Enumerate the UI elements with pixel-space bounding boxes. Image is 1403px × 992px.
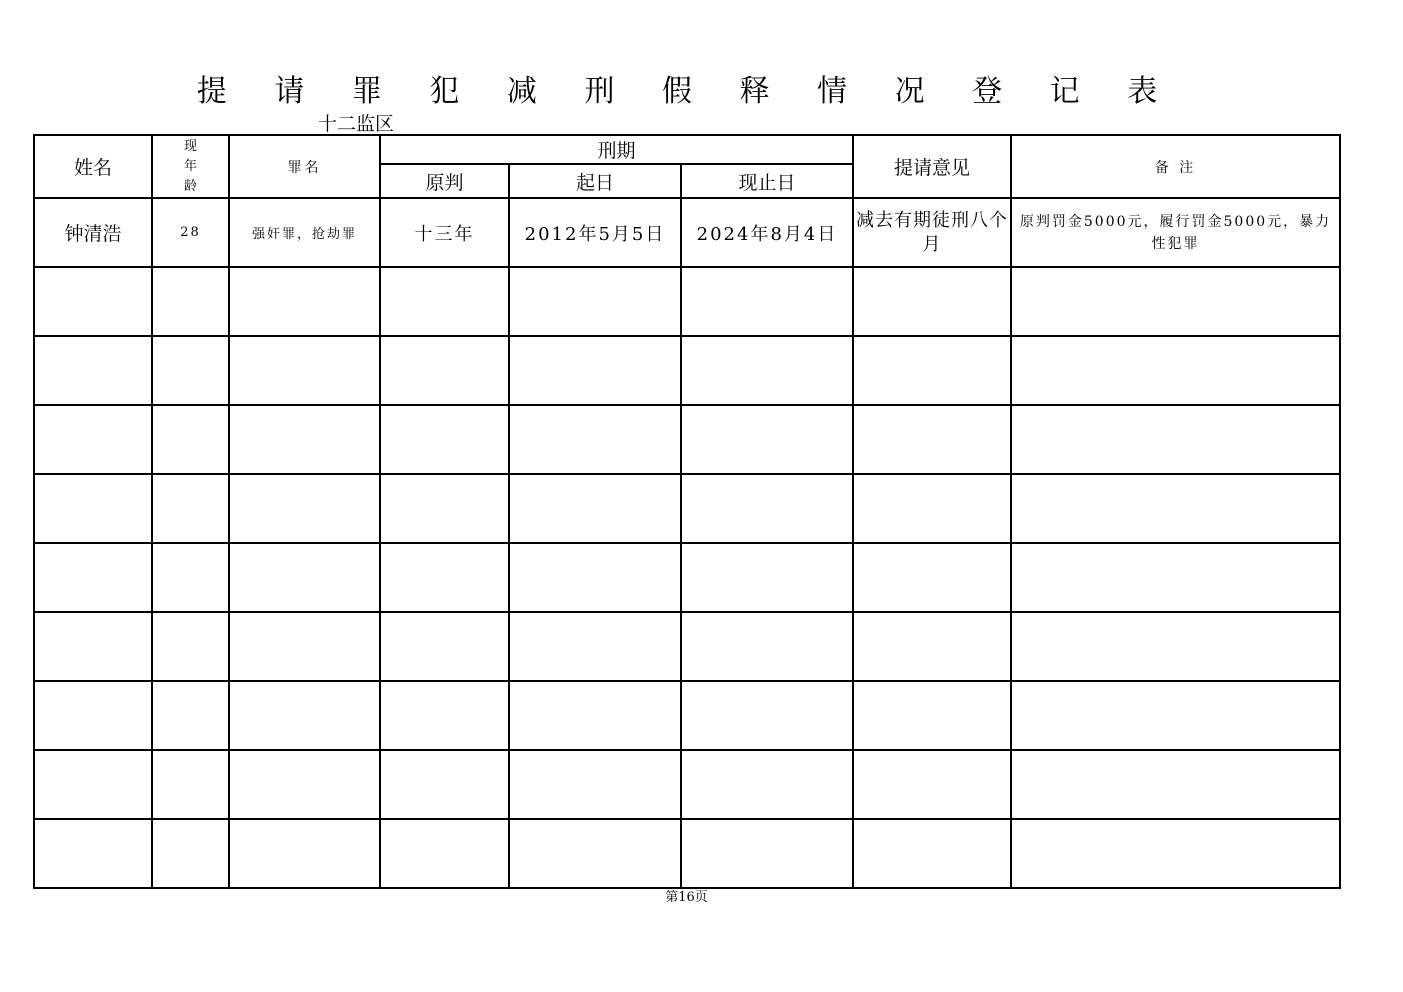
district-label: 十二监区: [318, 113, 395, 135]
header-start: 起日: [509, 164, 681, 198]
empty-cell: [853, 543, 1011, 612]
empty-cell: [853, 750, 1011, 819]
empty-cell: [229, 750, 380, 819]
empty-cell: [509, 612, 681, 681]
empty-cell: [1011, 750, 1340, 819]
empty-cell: [1011, 681, 1340, 750]
empty-cell: [34, 819, 152, 888]
table-row-empty: [34, 405, 1340, 474]
empty-cell: [229, 543, 380, 612]
empty-cell: [152, 819, 229, 888]
empty-cell: [380, 405, 509, 474]
empty-cell: [152, 474, 229, 543]
cell-age: 28: [152, 198, 229, 267]
table-row-empty: [34, 267, 1340, 336]
empty-cell: [152, 750, 229, 819]
empty-cell: [229, 336, 380, 405]
empty-cell: [34, 336, 152, 405]
cell-current-end: 2024年8月4日: [681, 198, 853, 267]
empty-cell: [681, 612, 853, 681]
header-crime: 罪名: [229, 135, 380, 198]
empty-cell: [1011, 612, 1340, 681]
empty-cell: [380, 681, 509, 750]
empty-cell: [681, 267, 853, 336]
cell-original: 十三年: [380, 198, 509, 267]
empty-cell: [681, 819, 853, 888]
empty-cell: [509, 474, 681, 543]
empty-cell: [34, 267, 152, 336]
empty-cell: [34, 612, 152, 681]
empty-cell: [34, 405, 152, 474]
empty-cell: [509, 267, 681, 336]
empty-cell: [681, 681, 853, 750]
empty-cell: [509, 819, 681, 888]
empty-cell: [380, 267, 509, 336]
empty-cell: [380, 336, 509, 405]
table-row-empty: [34, 819, 1340, 888]
header-recommendation: 提请意见: [853, 135, 1011, 198]
empty-cell: [509, 681, 681, 750]
header-original: 原判: [380, 164, 509, 198]
empty-cell: [380, 819, 509, 888]
empty-cell: [34, 681, 152, 750]
empty-cell: [152, 405, 229, 474]
empty-cell: [34, 750, 152, 819]
header-row: [34, 135, 1340, 164]
empty-cell: [229, 612, 380, 681]
empty-cell: [380, 612, 509, 681]
header-current-end: 现止日: [681, 164, 853, 198]
empty-cell: [380, 543, 509, 612]
empty-cell: [853, 681, 1011, 750]
empty-cell: [509, 543, 681, 612]
table-row-empty: [34, 474, 1340, 543]
empty-cell: [152, 681, 229, 750]
page-number: 第16页: [665, 890, 708, 905]
empty-cell: [681, 336, 853, 405]
header-sentence: 刑期: [380, 135, 853, 164]
empty-cell: [681, 474, 853, 543]
empty-cell: [152, 336, 229, 405]
empty-cell: [681, 750, 853, 819]
cell-name: 钟清浩: [34, 198, 152, 267]
empty-cell: [34, 543, 152, 612]
cell-crime: 强奸罪，抢劫罪: [229, 198, 380, 267]
empty-cell: [380, 474, 509, 543]
cell-recommendation: 减去有期徒刑八个月: [853, 198, 1011, 267]
empty-cell: [853, 474, 1011, 543]
empty-cell: [229, 474, 380, 543]
empty-cell: [681, 405, 853, 474]
empty-cell: [853, 267, 1011, 336]
table-row-empty: [34, 612, 1340, 681]
empty-cell: [853, 336, 1011, 405]
empty-cell: [1011, 267, 1340, 336]
empty-cell: [152, 612, 229, 681]
empty-cell: [152, 543, 229, 612]
table-row-empty: [34, 750, 1340, 819]
register-table: [33, 134, 1341, 889]
cell-remarks: 原判罚金5000元，履行罚金5000元，暴力性犯罪: [1011, 198, 1340, 267]
table-row-empty: [34, 681, 1340, 750]
empty-cell: [380, 750, 509, 819]
table-row: [34, 198, 1340, 267]
empty-cell: [509, 336, 681, 405]
header-name: 姓名: [34, 135, 152, 198]
empty-cell: [229, 405, 380, 474]
form-title: 提 请 罪 犯 减 刑 假 释 情 况 登 记 表: [196, 74, 1177, 109]
empty-cell: [853, 405, 1011, 474]
empty-cell: [853, 819, 1011, 888]
table-row-empty: [34, 543, 1340, 612]
empty-cell: [1011, 474, 1340, 543]
header-remarks: 备 注: [1011, 135, 1340, 198]
empty-cell: [509, 750, 681, 819]
empty-cell: [34, 474, 152, 543]
empty-cell: [1011, 543, 1340, 612]
empty-cell: [853, 612, 1011, 681]
cell-start: 2012年5月5日: [509, 198, 681, 267]
table-row-empty: [34, 336, 1340, 405]
empty-cell: [152, 267, 229, 336]
empty-cell: [229, 267, 380, 336]
header-age: 现年龄: [152, 135, 229, 198]
empty-cell: [681, 543, 853, 612]
empty-cell: [1011, 819, 1340, 888]
empty-cell: [1011, 336, 1340, 405]
empty-cell: [1011, 405, 1340, 474]
empty-cell: [229, 819, 380, 888]
empty-cell: [229, 681, 380, 750]
empty-cell: [509, 405, 681, 474]
